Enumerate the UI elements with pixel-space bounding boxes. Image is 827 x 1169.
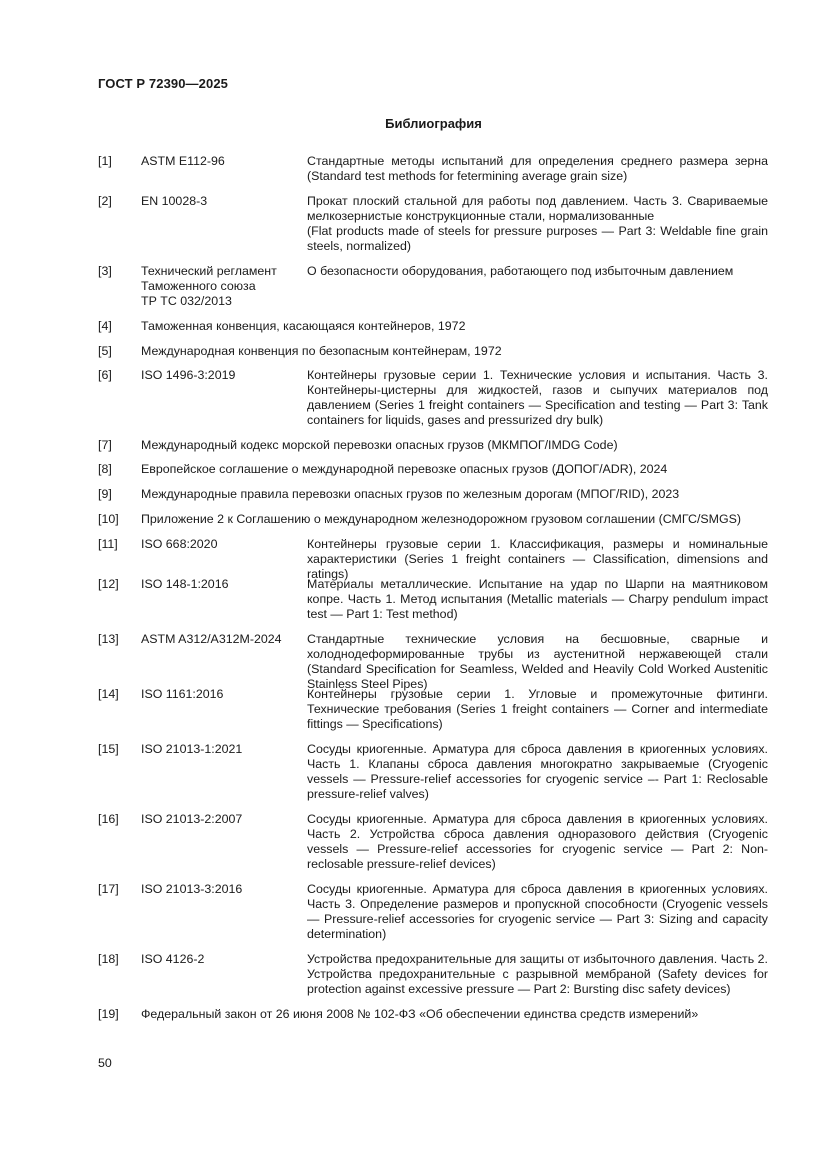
entry-designation-line: ISO 148-1:2016 xyxy=(141,577,229,591)
entry-title-paragraph: Сосуды криогенные. Арматура для сброса давления в криогенных условиях. Часть 2. Устройства сброса давления одноразового действия (Cryogenic vessels — Pressure-relief accessories for cryogenic service — Part 2: Non-reclosable pressure-relief devices) xyxy=(307,812,768,871)
entry-designation-line: EN 10028-3 xyxy=(141,194,208,208)
entry-reference: Европейское соглашение о международной перевозке опасных грузов (ДОПОГ/ADR), 2024 xyxy=(141,462,668,476)
entry-reference: Приложение 2 к Соглашению о международном железнодорожном грузовом соглашении (СМГС/SMGS) xyxy=(141,512,742,526)
entry-title xyxy=(307,687,768,732)
entry-title xyxy=(307,632,768,692)
entry-number: [17] xyxy=(98,882,119,896)
entry-number: [18] xyxy=(98,952,119,966)
entry-number: [10] xyxy=(98,512,119,526)
entry-title-paragraph: Стандартные технические условия на бесшовные, сварные и холоднодеформированные трубы из аустенитной нержавеющей стали (Standard Specification for Seamless, Welded and Heavily Cold Worked Austenitic Stainless Steel Pipes) xyxy=(307,632,768,691)
entry-reference: Международная конвенция по безопасным контейнерам, 1972 xyxy=(141,344,502,358)
entry-title-paragraph: Материалы металлические. Испытание на удар по Шарпи на маятниковом копре. Часть 1. Метод испытания (Metallic materials — Charpy pendulum impact test — Part 1: Test method) xyxy=(307,577,768,621)
entry-title-paragraph: Прокат плоский стальной для работы под давлением. Часть 3. Свариваемые мелкозернистые конструкционные стали, нормализованные xyxy=(307,194,768,223)
entry-designation xyxy=(141,537,306,552)
entry-number: [3] xyxy=(98,264,112,278)
entry-designation-line: ISO 21013-3:2016 xyxy=(141,882,243,896)
entry-designation-line: ISO 4126-2 xyxy=(141,952,205,966)
entry-title-paragraph: Контейнеры грузовые серии 1. Угловые и промежуточные фитинги. Технические требования (Series 1 freight containers — Corner and intermediate fittings — Specifications) xyxy=(307,687,768,731)
entry-number: [13] xyxy=(98,632,119,646)
entry-designation xyxy=(141,632,306,647)
entry-designation xyxy=(141,687,306,702)
entry-number: [5] xyxy=(98,344,112,358)
entry-title-paragraph: Сосуды криогенные. Арматура для сброса давления в криогенных условиях. Часть 1. Клапаны сброса давления многократно закрываемые (Cryogenic vessels — Pressure-relief accessories for cryogenic service –- Part 1: Reclosable pressure-relief valves) xyxy=(307,742,768,801)
entry-title-paragraph: Контейнеры грузовые серии 1. Технические условия и испытания. Часть 3. Контейнеры-цистерны для жидкостей, газов и сыпучих материалов под давлением (Series 1 freight containers — Specification and testing — Part 3: Tank containers for liquids, gases and pressurized dry bulk) xyxy=(307,368,768,427)
entry-designation xyxy=(141,742,306,757)
entry-title xyxy=(307,742,768,802)
entry-title xyxy=(307,952,768,997)
entry-designation-line: ASTM E112-96 xyxy=(141,154,225,168)
entry-title xyxy=(307,577,768,622)
entry-designation-line: Таможенного союза xyxy=(141,279,256,293)
entry-title xyxy=(307,812,768,872)
page-number: 50 xyxy=(98,1056,112,1070)
entry-title-paragraph: Устройства предохранительные для защиты от избыточного давления. Часть 2. Устройства предохранительные с разрывной мембраной (Safety devices for protection against excessive pressure — Part 2: Bursting disc safety devices) xyxy=(307,952,768,996)
entry-designation-line: ТР ТС 032/2013 xyxy=(141,294,232,308)
entry-title-paragraph: (Flat products made of steels for pressure purposes — Part 3: Weldable fine grain steels, normalized) xyxy=(307,224,768,253)
entry-number: [9] xyxy=(98,487,112,501)
entry-designation-line: Технический регламент xyxy=(141,264,277,278)
entry-designation-line: ISO 21013-1:2021 xyxy=(141,742,243,756)
entry-reference: Таможенная конвенция, касающаяся контейнеров, 1972 xyxy=(141,319,466,333)
entry-designation xyxy=(141,812,306,827)
entry-number: [14] xyxy=(98,687,119,701)
entry-designation-line: ISO 1496-3:2019 xyxy=(141,368,236,382)
entry-designation-line: ISO 668:2020 xyxy=(141,537,218,551)
entry-reference: Международный кодекс морской перевозки опасных грузов (МКМПОГ/IMDG Code) xyxy=(141,438,618,452)
entry-title xyxy=(307,194,768,254)
entry-title xyxy=(307,537,768,582)
entry-title-paragraph: Сосуды криогенные. Арматура для сброса давления в криогенных условиях. Часть 3. Определение размеров и пропускной способности (Cryogenic vessels — Pressure-relief accessories for cryogenic service — Part 3: Sizing and capacity determination) xyxy=(307,882,768,941)
entry-number: [1] xyxy=(98,154,112,168)
entry-number: [7] xyxy=(98,438,112,452)
entry-designation-line: ISO 21013-2:2007 xyxy=(141,812,243,826)
entry-designation xyxy=(141,882,306,897)
entry-title-paragraph: Контейнеры грузовые серии 1. Классификация, размеры и номинальные характеристики (Series 1 freight containers — Classification, dimensions and ratings) xyxy=(307,537,768,581)
entry-number: [12] xyxy=(98,577,119,591)
document-id: ГОСТ Р 72390—2025 xyxy=(98,76,228,91)
entry-title-paragraph: Стандартные методы испытаний для определения среднего размера зерна (Standard test methods for fetermining average grain size) xyxy=(307,154,768,183)
entry-designation xyxy=(141,194,306,209)
entry-reference: Международные правила перевозки опасных грузов по железным дорогам (МПОГ/RID), 2023 xyxy=(141,487,680,501)
entry-number: [15] xyxy=(98,742,119,756)
entry-title xyxy=(307,264,768,279)
section-title: Библиография xyxy=(385,116,482,131)
entry-title-paragraph: О безопасности оборудования, работающего под избыточным давлением xyxy=(307,264,734,278)
entry-title xyxy=(307,154,768,184)
entry-number: [8] xyxy=(98,462,112,476)
entry-number: [11] xyxy=(98,537,118,551)
entry-designation xyxy=(141,264,306,309)
entry-number: [4] xyxy=(98,319,112,333)
entry-reference: Федеральный закон от 26 июня 2008 № 102-ФЗ «Об обеспечении единства средств измерений» xyxy=(141,1007,699,1021)
entry-number: [16] xyxy=(98,812,119,826)
entry-number: [6] xyxy=(98,368,112,382)
entry-number: [19] xyxy=(98,1007,119,1021)
entry-designation xyxy=(141,368,306,383)
entry-designation xyxy=(141,154,306,169)
entry-title xyxy=(307,368,768,428)
entry-number: [2] xyxy=(98,194,112,208)
entry-designation xyxy=(141,952,306,967)
entry-title xyxy=(307,882,768,942)
entry-designation-line: ISO 1161:2016 xyxy=(141,687,224,701)
entry-designation-line: ASTM A312/A312M-2024 xyxy=(141,632,282,646)
entry-designation xyxy=(141,577,306,592)
